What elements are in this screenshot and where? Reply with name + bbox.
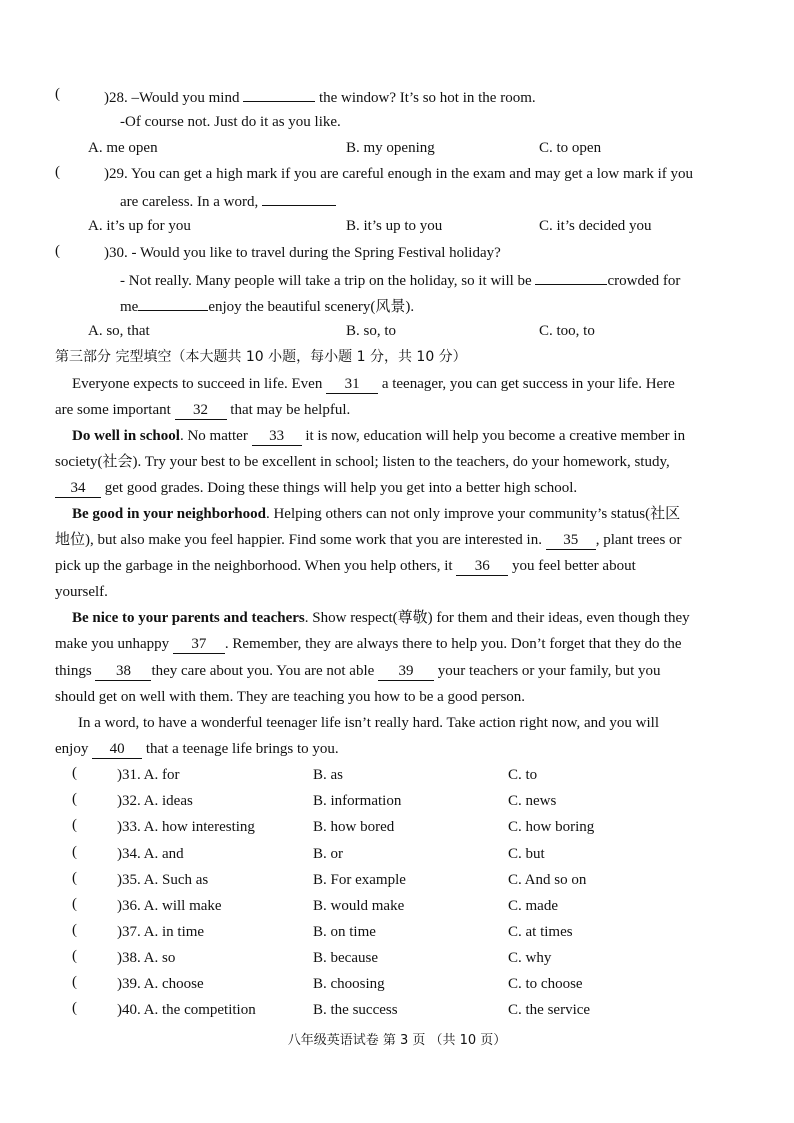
answer-paren-40[interactable]: (: [72, 1000, 77, 1016]
passage-line: Do well in school. No matter 33 it is now, education will help you become a creative member in: [72, 428, 686, 444]
blank-33[interactable]: 33: [252, 428, 302, 446]
option-39-c[interactable]: C. to choose: [508, 976, 583, 992]
option-35-a[interactable]: )35. A. Such as: [117, 872, 209, 888]
option-40-c[interactable]: C. the service: [508, 1002, 591, 1018]
option-36-b[interactable]: B. would make: [313, 898, 405, 914]
option-32-a[interactable]: )32. A. ideas: [117, 793, 193, 809]
heading-parents: Be nice to your parents and teachers: [72, 610, 305, 626]
passage-line: Everyone expects to succeed in life. Even 31 a teenager, you can get success in your life. Here: [72, 376, 675, 392]
blank-39[interactable]: 39: [378, 663, 434, 681]
passage-line: enjoy 40 that a teenage life brings to you.: [55, 741, 339, 757]
answer-paren-30[interactable]: (: [55, 243, 60, 259]
option-34-a[interactable]: )34. A. and: [117, 846, 184, 862]
blank-32[interactable]: 32: [175, 402, 227, 420]
option-29-b[interactable]: B. it’s up to you: [346, 218, 443, 234]
question-30-line3: me enjoy the beautiful scenery(风景).: [120, 295, 414, 317]
passage-line: In a word, to have a wonderful teenager life isn’t really hard. Take action right now, and you will: [78, 715, 659, 731]
option-33-c[interactable]: C. how boring: [508, 819, 595, 835]
option-38-c[interactable]: C. why: [508, 950, 552, 966]
option-39-a[interactable]: )39. A. choose: [117, 976, 204, 992]
passage-line: are some important 32 that may be helpful.: [55, 402, 351, 418]
answer-paren-37[interactable]: (: [72, 922, 77, 938]
passage-line: 地位), but also make you feel happier. Find some work that you are interested in. 35 , plant trees or: [55, 532, 682, 548]
page-footer: 八年级英语试卷 第 3 页 （共 10 页）: [287, 1033, 507, 1048]
answer-paren-31[interactable]: (: [72, 765, 77, 781]
option-37-b[interactable]: B. on time: [313, 924, 376, 940]
option-35-c[interactable]: C. And so on: [508, 872, 587, 888]
blank-38[interactable]: 38: [95, 663, 151, 681]
passage-line: yourself.: [55, 584, 108, 600]
answer-paren-29[interactable]: (: [55, 164, 60, 180]
passage-line: make you unhappy 37 . Remember, they are always there to help you. Don’t forget that they do the: [55, 636, 682, 652]
option-37-c[interactable]: C. at times: [508, 924, 573, 940]
answer-paren-32[interactable]: (: [72, 791, 77, 807]
option-30-a[interactable]: A. so, that: [88, 323, 150, 339]
option-31-c[interactable]: C. to: [508, 767, 538, 783]
blank-30b[interactable]: [138, 295, 208, 311]
option-40-a[interactable]: )40. A. the competition: [117, 1002, 256, 1018]
blank-36[interactable]: 36: [456, 558, 508, 576]
passage-line: Be good in your neighborhood. Helping others can not only improve your community’s status(社区: [72, 506, 681, 522]
answer-paren-38[interactable]: (: [72, 948, 77, 964]
option-38-b[interactable]: B. because: [313, 950, 378, 966]
question-30-line2: - Not really. Many people will take a trip on the holiday, so it will be crowded for: [120, 269, 680, 291]
passage-line: Be nice to your parents and teachers. Show respect(尊敬) for them and their ideas, even though they: [72, 610, 690, 626]
option-31-a[interactable]: )31. A. for: [117, 767, 180, 783]
option-34-c[interactable]: C. but: [508, 846, 545, 862]
option-35-b[interactable]: B. For example: [313, 872, 406, 888]
blank-34[interactable]: 34: [55, 480, 101, 498]
option-39-b[interactable]: B. choosing: [313, 976, 385, 992]
blank-28[interactable]: [243, 86, 315, 102]
option-29-a[interactable]: A. it’s up for you: [88, 218, 191, 234]
option-30-b[interactable]: B. so, to: [346, 323, 397, 339]
option-37-a[interactable]: )37. A. in time: [117, 924, 205, 940]
option-32-b[interactable]: B. information: [313, 793, 402, 809]
option-33-a[interactable]: )33. A. how interesting: [117, 819, 255, 835]
passage-line: society(社会). Try your best to be excellent in school; listen to the teachers, do your homework, study,: [55, 454, 670, 470]
option-40-b[interactable]: B. the success: [313, 1002, 398, 1018]
option-30-c[interactable]: C. too, to: [539, 323, 595, 339]
option-36-c[interactable]: C. made: [508, 898, 558, 914]
passage-line: 34 get good grades. Doing these things will help you get into a better high school.: [55, 478, 577, 498]
option-36-a[interactable]: )36. A. will make: [117, 898, 222, 914]
passage-line: things 38 they care about you. You are not able 39 your teachers or your family, but you: [55, 663, 661, 679]
question-28-reply: -Of course not. Just do it as you like.: [120, 114, 341, 130]
answer-paren-33[interactable]: (: [72, 817, 77, 833]
answer-paren-28[interactable]: (: [55, 86, 60, 102]
passage-line: pick up the garbage in the neighborhood. When you help others, it 36 you feel better about: [55, 558, 636, 574]
option-31-b[interactable]: B. as: [313, 767, 343, 783]
blank-40[interactable]: 40: [92, 741, 142, 759]
option-34-b[interactable]: B. or: [313, 846, 343, 862]
option-29-c[interactable]: C. it’s decided you: [539, 218, 652, 234]
section-title: 第三部分 完型填空（本大题共 10 小题，每小题 1 分，共 10 分）: [55, 349, 467, 365]
option-28-b[interactable]: B. my opening: [346, 140, 435, 156]
question-28: )28. –Would you mind the window? It’s so hot in the room.: [104, 86, 536, 108]
question-30: )30. - Would you like to travel during the Spring Festival holiday?: [104, 245, 501, 261]
blank-37[interactable]: 37: [173, 636, 225, 654]
option-28-a[interactable]: A. me open: [88, 140, 158, 156]
option-38-a[interactable]: )38. A. so: [117, 950, 176, 966]
answer-paren-35[interactable]: (: [72, 870, 77, 886]
option-33-b[interactable]: B. how bored: [313, 819, 395, 835]
heading-school: Do well in school: [72, 428, 180, 444]
blank-35[interactable]: 35: [546, 532, 596, 550]
answer-paren-39[interactable]: (: [72, 974, 77, 990]
answer-paren-36[interactable]: (: [72, 896, 77, 912]
blank-31[interactable]: 31: [326, 376, 378, 394]
blank-29[interactable]: [262, 190, 336, 206]
blank-30a[interactable]: [535, 269, 607, 285]
heading-neighborhood: Be good in your neighborhood: [72, 506, 266, 522]
option-32-c[interactable]: C. news: [508, 793, 557, 809]
question-29: )29. You can get a high mark if you are careful enough in the exam and may get a low mark if you: [104, 166, 693, 182]
option-28-c[interactable]: C. to open: [539, 140, 602, 156]
passage-line: should get on well with them. They are teaching you how to be a good person.: [55, 689, 526, 705]
question-29-line2: are careless. In a word,: [120, 190, 336, 212]
answer-paren-34[interactable]: (: [72, 844, 77, 860]
